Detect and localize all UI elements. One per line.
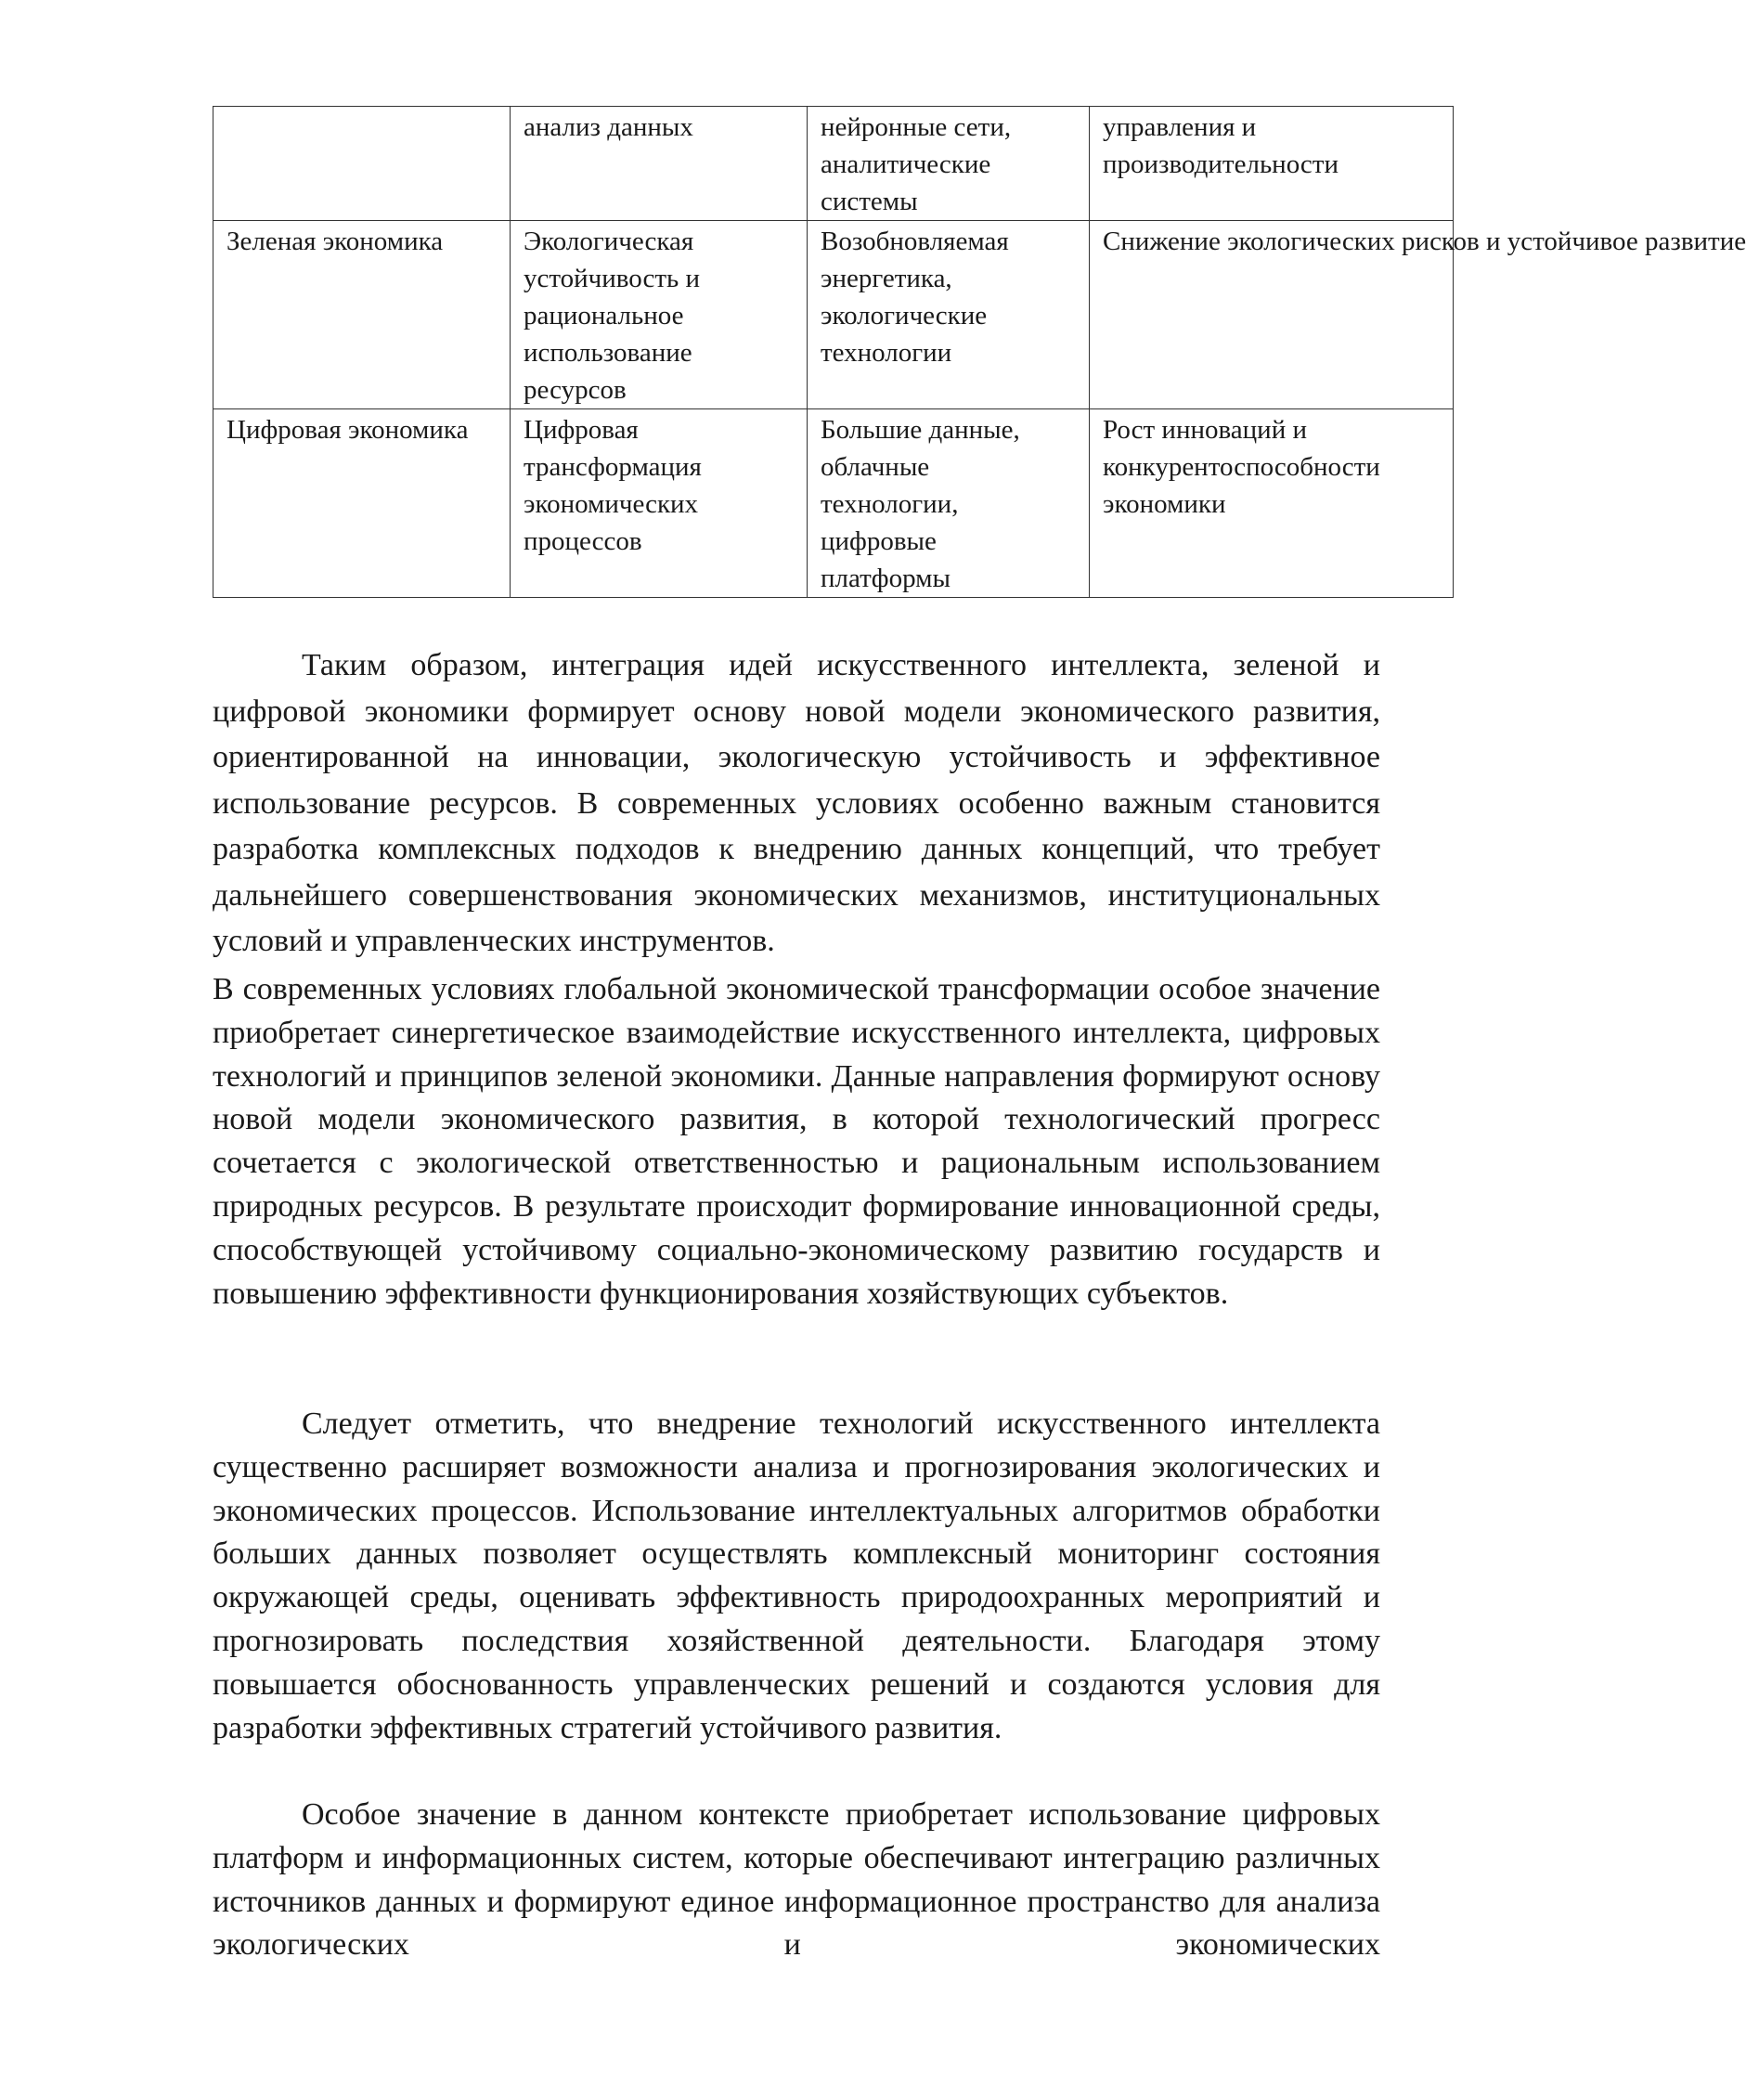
body-text	[213, 1794, 1380, 1967]
paragraph: В современных условиях глобальной экономической трансформации особое значение приобретает синергетическое взаимодействие искусственного интеллекта, цифровых технологий и принципов зеленой экономики. Данные направления формируют основу новой модели экономического развития, в которой технологический прогресс сочетается с экологической ответственностью и рациональным использованием природных ресурсов. В результате происходит формирование инновационной среды, способствующей устойчивому социально-экономическому развитию государств и повышению эффективности функционирования хозяйствующих субъектов.	[213, 972, 1380, 1311]
table-row	[213, 221, 1454, 409]
table-cell: Большие данные, облачные технологии, цифровые платформы	[808, 409, 1090, 598]
body-text	[213, 642, 1380, 965]
table-cell: Экологическая устойчивость и рациональное использование ресурсов	[511, 221, 808, 409]
table-cell: нейронные сети, аналитические системы	[808, 107, 1090, 221]
paragraph: Особое значение в данном контексте приобретает использование цифровых платформ и информационных систем, которые обеспечивают интеграцию различных источников данных и формируют единое информационное пространство для анализа экологических и экономических	[213, 1797, 1380, 1963]
table-cell: управления и производительности	[1090, 107, 1454, 221]
body-text	[213, 1403, 1380, 1750]
comparison-table	[213, 106, 1746, 598]
table-cell-row-header: Зеленая экономика	[213, 221, 511, 409]
paragraph: Таким образом, интеграция идей искусственного интеллекта, зеленой и цифровой экономики формирует основу новой модели экономического развития, ориентированной на инновации, экологическую устойчивость и эффективное использование ресурсов. В современных условиях особенно важным становится разработка комплексных подходов к внедрению данных концепций, что требует дальнейшего совершенствования экономических механизмов, институциональных условий и управленческих инструментов.	[213, 648, 1380, 958]
table-cell-row-header: Цифровая экономика	[213, 409, 511, 598]
table-row	[213, 107, 1454, 221]
table-cell: Цифровая трансформация экономических процессов	[511, 409, 808, 598]
body-text	[213, 968, 1380, 1316]
table-cell	[213, 107, 511, 221]
paragraph: Следует отметить, что внедрение технологий искусственного интеллекта существенно расширяет возможности анализа и прогнозирования экологических и экономических процессов. Использование интеллектуальных алгоритмов обработки больших данных позволяет осуществлять комплексный мониторинг состояния окружающей среды, оценивать эффективность природоохранных мероприятий и прогнозировать последствия хозяйственной деятельности. Благодаря этому повышается обоснованность управленческих решений и создаются условия для разработки эффективных стратегий устойчивого развития.	[213, 1406, 1380, 1745]
table-cell: Снижение экологических рисков и устойчивое развитие	[1090, 221, 1454, 409]
table-cell: Возобновляемая энергетика, экологические технологии	[808, 221, 1090, 409]
table-cell: Рост инноваций и конкурентоспособности экономики	[1090, 409, 1454, 598]
table-cell: анализ данных	[511, 107, 808, 221]
table-row	[213, 409, 1454, 598]
